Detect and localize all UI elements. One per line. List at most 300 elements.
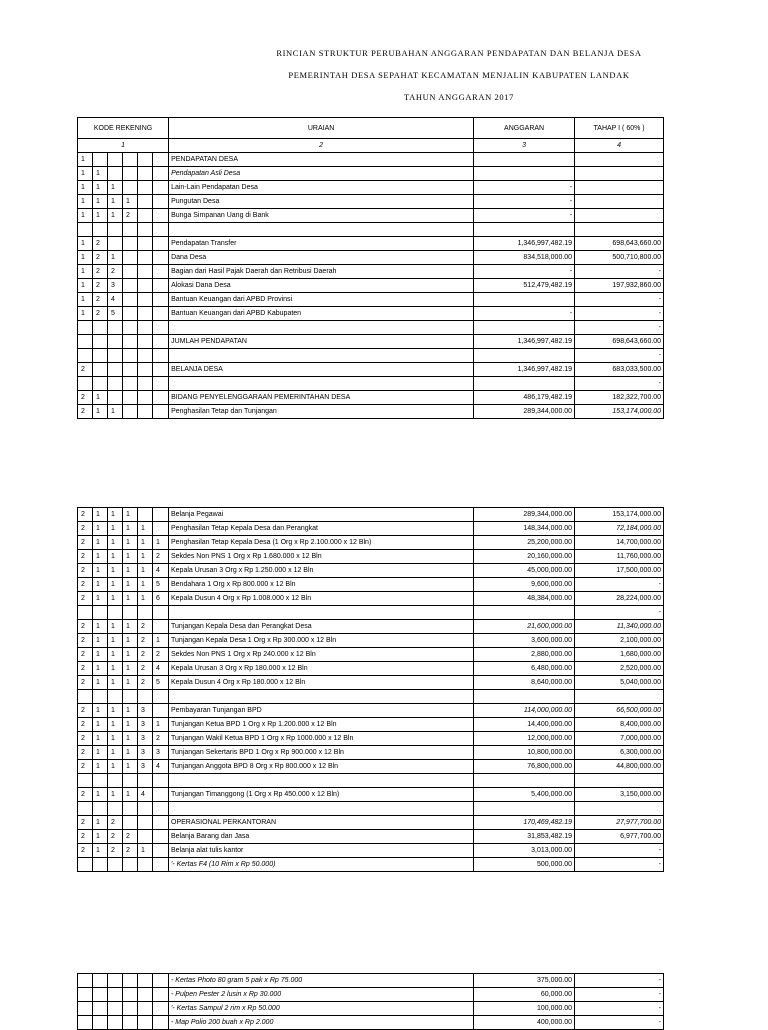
kode-cell <box>123 988 138 1002</box>
kode-cell: 1 <box>93 564 108 578</box>
tahap-cell: 500,710,800.00 <box>575 251 664 265</box>
table-row <box>78 335 664 349</box>
kode-cell <box>93 1002 108 1016</box>
kode-cell <box>138 251 153 265</box>
kode-cell <box>123 690 138 704</box>
kode-cell <box>153 265 169 279</box>
uraian-cell: '- Kertas Sampul 2 rim x Rp 50.000 <box>169 1002 474 1016</box>
table-row <box>78 321 664 335</box>
kode-cell: 1 <box>123 564 138 578</box>
anggaran-cell: 8,640,000.00 <box>474 676 575 690</box>
kode-cell: 2 <box>108 816 123 830</box>
kode-cell: 1 <box>78 265 93 279</box>
tahap-cell: 6,977,700.00 <box>575 830 664 844</box>
kode-cell: 1 <box>93 522 108 536</box>
kode-cell <box>138 195 153 209</box>
kode-cell <box>153 774 169 788</box>
tahap-cell: 11,760,000.00 <box>575 550 664 564</box>
tahap-cell: 6,300,000.00 <box>575 746 664 760</box>
anggaran-cell: 9,600,000.00 <box>474 578 575 592</box>
uraian-cell: Belanja Pegawai <box>169 508 474 522</box>
uraian-cell: Kepala Urusan 3 Org x Rp 180.000 x 12 Bln <box>169 662 474 676</box>
kode-cell: 1 <box>108 718 123 732</box>
anggaran-cell: - <box>474 265 575 279</box>
anggaran-cell: 834,518,000.00 <box>474 251 575 265</box>
anggaran-cell <box>474 167 575 181</box>
kode-cell: 2 <box>93 237 108 251</box>
table-row <box>78 802 664 816</box>
anggaran-cell: 100,000.00 <box>474 1002 575 1016</box>
tahap-cell: - <box>575 377 664 391</box>
kode-cell: 1 <box>123 662 138 676</box>
tahap-cell: 44,800,000.00 <box>575 760 664 774</box>
table-row <box>78 363 664 377</box>
kode-cell <box>138 363 153 377</box>
kode-cell <box>78 690 93 704</box>
kode-cell: 2 <box>78 592 93 606</box>
table-row <box>78 774 664 788</box>
kode-cell: 3 <box>138 760 153 774</box>
kode-cell <box>153 153 169 167</box>
kode-cell: 1 <box>108 522 123 536</box>
anggaran-cell: - <box>474 307 575 321</box>
kode-cell <box>93 858 108 872</box>
tahap-cell: 698,643,660.00 <box>575 237 664 251</box>
kode-cell: 2 <box>78 620 93 634</box>
kode-cell <box>93 363 108 377</box>
kode-cell: 2 <box>138 662 153 676</box>
kode-cell <box>153 335 169 349</box>
kode-cell <box>93 690 108 704</box>
kode-cell: 4 <box>153 564 169 578</box>
kode-cell: 1 <box>93 844 108 858</box>
anggaran-cell: 289,344,000.00 <box>474 405 575 419</box>
kode-cell <box>138 830 153 844</box>
kode-cell: 1 <box>93 181 108 195</box>
uraian-cell: Bantuan Keuangan dari APBD Kabupaten <box>169 307 474 321</box>
uraian-cell: Bunga Simpanan Uang di Bank <box>169 209 474 223</box>
budget-table-page-3 <box>77 973 664 1030</box>
table-row <box>78 816 664 830</box>
table-row <box>78 704 664 718</box>
table-body <box>78 153 664 419</box>
kode-cell: 1 <box>108 181 123 195</box>
kode-cell <box>108 349 123 363</box>
kode-cell <box>153 167 169 181</box>
kode-cell: 2 <box>93 265 108 279</box>
kode-cell <box>78 321 93 335</box>
kode-cell <box>123 251 138 265</box>
kode-cell: 2 <box>108 844 123 858</box>
kode-cell <box>138 405 153 419</box>
kode-cell <box>138 279 153 293</box>
kode-cell <box>153 391 169 405</box>
table-row <box>78 153 664 167</box>
kode-cell <box>153 802 169 816</box>
kode-cell: 1 <box>153 536 169 550</box>
kode-cell <box>93 349 108 363</box>
kode-cell: 1 <box>123 508 138 522</box>
kode-cell: 1 <box>123 592 138 606</box>
anggaran-cell: - <box>474 209 575 223</box>
anggaran-cell: 1,346,997,482.19 <box>474 237 575 251</box>
kode-cell <box>93 774 108 788</box>
header-row <box>78 118 664 139</box>
kode-cell: 1 <box>93 760 108 774</box>
table-row <box>78 508 664 522</box>
kode-cell: 2 <box>78 746 93 760</box>
kode-cell: 1 <box>123 788 138 802</box>
table-row <box>78 988 664 1002</box>
kode-cell <box>138 223 153 237</box>
kode-cell <box>108 223 123 237</box>
kode-cell: 1 <box>108 648 123 662</box>
kode-cell: 1 <box>93 405 108 419</box>
tahap-cell: - <box>575 974 664 988</box>
table-row <box>78 746 664 760</box>
kode-cell <box>108 377 123 391</box>
uraian-cell: Dana Desa <box>169 251 474 265</box>
kode-cell: 1 <box>93 648 108 662</box>
kode-cell <box>78 377 93 391</box>
uraian-cell: Bendahara 1 Org x Rp 800.000 x 12 Bln <box>169 578 474 592</box>
uraian-cell: JUMLAH PENDAPATAN <box>169 335 474 349</box>
tahap-cell: - <box>575 265 664 279</box>
kode-cell: 1 <box>108 704 123 718</box>
anggaran-cell <box>474 293 575 307</box>
kode-cell <box>123 321 138 335</box>
kode-cell: 1 <box>123 760 138 774</box>
kode-cell: 1 <box>108 578 123 592</box>
kode-cell: 2 <box>78 732 93 746</box>
kode-cell <box>138 391 153 405</box>
tahap-cell: - <box>575 1016 664 1030</box>
table-row <box>78 536 664 550</box>
kode-cell <box>153 830 169 844</box>
kode-cell <box>78 974 93 988</box>
uraian-cell: BIDANG PENYELENGGARAAN PEMERINTAHAN DESA <box>169 391 474 405</box>
kode-cell <box>123 1002 138 1016</box>
kode-cell <box>153 606 169 620</box>
tahap-cell: 27,977,700.00 <box>575 816 664 830</box>
kode-cell: 2 <box>78 662 93 676</box>
kode-cell <box>78 335 93 349</box>
kode-cell <box>108 988 123 1002</box>
anggaran-cell: 76,800,000.00 <box>474 760 575 774</box>
kode-cell <box>138 816 153 830</box>
kode-cell <box>138 774 153 788</box>
kode-cell <box>93 377 108 391</box>
kode-cell <box>123 974 138 988</box>
title-line-3: TAHUN ANGGARAN 2017 <box>404 92 514 102</box>
uraian-cell <box>169 223 474 237</box>
tahap-cell: 182,322,700.00 <box>575 391 664 405</box>
uraian-cell: Tunjangan Sekertaris BPD 1 Org x Rp 900.000 x 12 Bln <box>169 746 474 760</box>
kode-cell <box>153 1016 169 1030</box>
uraian-cell: OPERASIONAL PERKANTORAN <box>169 816 474 830</box>
kode-cell: 1 <box>93 718 108 732</box>
kode-cell <box>108 391 123 405</box>
kode-cell: 1 <box>123 634 138 648</box>
tahap-cell: 8,400,000.00 <box>575 718 664 732</box>
tahap-cell: - <box>575 578 664 592</box>
kode-cell <box>123 307 138 321</box>
kode-cell <box>138 802 153 816</box>
table-row <box>78 349 664 363</box>
anggaran-cell: 6,480,000.00 <box>474 662 575 676</box>
kode-cell <box>108 774 123 788</box>
anggaran-cell: 10,800,000.00 <box>474 746 575 760</box>
uraian-cell <box>169 802 474 816</box>
kode-cell: 3 <box>138 746 153 760</box>
kode-cell: 1 <box>123 578 138 592</box>
kode-cell <box>108 974 123 988</box>
kode-cell <box>153 195 169 209</box>
kode-cell: 1 <box>93 816 108 830</box>
kode-cell: 1 <box>123 522 138 536</box>
kode-cell: 2 <box>78 816 93 830</box>
uraian-cell: Belanja Barang dan Jasa <box>169 830 474 844</box>
title-line-2: PEMERINTAH DESA SEPAHAT KECAMATAN MENJALIN KABUPATEN LANDAK <box>288 70 630 80</box>
kode-cell: 1 <box>138 844 153 858</box>
kode-cell: 2 <box>93 307 108 321</box>
uraian-cell: Penghasilan Tetap Kepala Desa (1 Org x Rp 2.100.000 x 12 Bln) <box>169 536 474 550</box>
kode-cell <box>123 265 138 279</box>
kode-cell: 1 <box>108 662 123 676</box>
kode-cell: 1 <box>123 746 138 760</box>
kode-cell <box>78 988 93 1002</box>
kode-cell: 2 <box>78 405 93 419</box>
uraian-cell: Tunjangan Wakil Ketua BPD 1 Org x Rp 1000.000 x 12 Bln <box>169 732 474 746</box>
kode-cell <box>138 606 153 620</box>
kode-cell <box>153 690 169 704</box>
kode-cell <box>123 363 138 377</box>
uraian-cell: '- Kertas F4 (10 Rim x Rp 50.000) <box>169 858 474 872</box>
kode-cell <box>138 335 153 349</box>
uraian-cell <box>169 774 474 788</box>
table-row <box>78 391 664 405</box>
kode-cell <box>123 335 138 349</box>
kode-cell: 2 <box>78 508 93 522</box>
tahap-cell <box>575 167 664 181</box>
kode-cell: 1 <box>138 564 153 578</box>
kode-cell: 2 <box>78 830 93 844</box>
header-tahap: TAHAP I ( 60% ) <box>575 118 664 139</box>
kode-cell: 2 <box>78 788 93 802</box>
table-body <box>78 508 664 872</box>
kode-cell <box>153 788 169 802</box>
tahap-cell: 698,643,660.00 <box>575 335 664 349</box>
kode-cell <box>153 816 169 830</box>
table-row <box>78 830 664 844</box>
kode-cell <box>138 293 153 307</box>
table-row <box>78 405 664 419</box>
tahap-cell: - <box>575 844 664 858</box>
kode-cell <box>78 349 93 363</box>
kode-cell: 1 <box>78 167 93 181</box>
kode-cell <box>153 181 169 195</box>
kode-cell <box>153 293 169 307</box>
tahap-cell: - <box>575 321 664 335</box>
column-index-row: 1 2 3 4 <box>78 139 664 153</box>
uraian-cell: Kepala Urusan 3 Org x Rp 1.250.000 x 12 Bln <box>169 564 474 578</box>
kode-cell <box>153 858 169 872</box>
kode-cell: 1 <box>108 732 123 746</box>
table-row <box>78 195 664 209</box>
kode-cell: 1 <box>123 648 138 662</box>
kode-cell <box>138 1002 153 1016</box>
table-row <box>78 620 664 634</box>
table-row <box>78 634 664 648</box>
kode-cell <box>108 237 123 251</box>
tahap-cell: 14,700,000.00 <box>575 536 664 550</box>
header-kode: KODE REKENING <box>78 118 169 139</box>
tahap-cell <box>575 209 664 223</box>
kode-cell: 1 <box>138 522 153 536</box>
anggaran-cell: 21,600,000.00 <box>474 620 575 634</box>
kode-cell <box>123 237 138 251</box>
kode-cell: 2 <box>93 279 108 293</box>
kode-cell <box>108 690 123 704</box>
table-row <box>78 1016 664 1030</box>
kode-cell: 1 <box>123 536 138 550</box>
kode-cell: 5 <box>153 578 169 592</box>
tahap-cell: 3,150,000.00 <box>575 788 664 802</box>
kode-cell <box>153 237 169 251</box>
kode-cell <box>138 1016 153 1030</box>
table-row <box>78 265 664 279</box>
tahap-cell: 72,184,000.00 <box>575 522 664 536</box>
kode-cell: 2 <box>153 648 169 662</box>
kode-cell <box>123 279 138 293</box>
kode-cell <box>123 153 138 167</box>
kode-cell: 1 <box>78 237 93 251</box>
kode-cell: 1 <box>123 732 138 746</box>
tahap-cell <box>575 195 664 209</box>
kode-cell <box>78 774 93 788</box>
uraian-cell: Pembayaran Tunjangan BPD <box>169 704 474 718</box>
kode-cell: 1 <box>78 195 93 209</box>
kode-cell: 1 <box>78 251 93 265</box>
kode-cell: 2 <box>78 536 93 550</box>
kode-cell: 1 <box>108 209 123 223</box>
kode-cell: 1 <box>78 181 93 195</box>
kode-cell: 1 <box>78 153 93 167</box>
anggaran-cell: 14,400,000.00 <box>474 718 575 732</box>
kode-cell: 1 <box>93 662 108 676</box>
table-row <box>78 648 664 662</box>
anggaran-cell: 1,346,997,482.19 <box>474 335 575 349</box>
uraian-cell: Bagian dari Hasil Pajak Daerah dan Retribusi Daerah <box>169 265 474 279</box>
uraian-cell: Kepala Dusun 4 Org x Rp 1.008.000 x 12 Bln <box>169 592 474 606</box>
uraian-cell: Tunjangan Kepala Desa 1 Org x Rp 300.000 x 12 Bln <box>169 634 474 648</box>
table-row <box>78 732 664 746</box>
kode-cell <box>123 606 138 620</box>
kode-cell: 1 <box>123 195 138 209</box>
kode-cell: 1 <box>93 676 108 690</box>
kode-cell <box>93 974 108 988</box>
kode-cell <box>78 223 93 237</box>
kode-cell <box>108 858 123 872</box>
kode-cell: 1 <box>93 704 108 718</box>
table-body <box>78 974 664 1030</box>
kode-cell <box>93 1016 108 1030</box>
kode-cell: 1 <box>93 732 108 746</box>
kode-cell <box>123 1016 138 1030</box>
kode-cell: 2 <box>153 732 169 746</box>
table-row <box>78 592 664 606</box>
document-title <box>0 42 768 108</box>
uraian-cell <box>169 606 474 620</box>
anggaran-cell: 114,000,000.00 <box>474 704 575 718</box>
kode-cell <box>153 405 169 419</box>
anggaran-cell: 3,600,000.00 <box>474 634 575 648</box>
table-row <box>78 550 664 564</box>
kode-cell: 1 <box>78 209 93 223</box>
table-row <box>78 237 664 251</box>
tahap-cell: 5,040,000.00 <box>575 676 664 690</box>
kode-cell <box>153 844 169 858</box>
kode-cell <box>153 620 169 634</box>
kode-cell <box>78 1002 93 1016</box>
kode-cell <box>153 251 169 265</box>
kode-cell: 4 <box>153 662 169 676</box>
tahap-cell: 17,500,000.00 <box>575 564 664 578</box>
kode-cell: 1 <box>93 167 108 181</box>
uraian-cell: Lain-Lain Pendapatan Desa <box>169 181 474 195</box>
kode-cell <box>138 237 153 251</box>
table-row <box>78 760 664 774</box>
kode-cell <box>153 522 169 536</box>
kode-cell: 1 <box>108 536 123 550</box>
uraian-cell: Pungutan Desa <box>169 195 474 209</box>
tahap-cell: - <box>575 988 664 1002</box>
kode-cell: 1 <box>138 578 153 592</box>
kode-cell: 4 <box>138 788 153 802</box>
tahap-cell: 153,174,000.00 <box>575 405 664 419</box>
anggaran-cell: 20,160,000.00 <box>474 550 575 564</box>
uraian-cell: PENDAPATAN DESA <box>169 153 474 167</box>
table-row <box>78 564 664 578</box>
kode-cell <box>108 1016 123 1030</box>
kode-cell: 1 <box>123 620 138 634</box>
kode-cell: 3 <box>138 732 153 746</box>
kode-cell: 1 <box>108 564 123 578</box>
kode-cell: 6 <box>153 592 169 606</box>
anggaran-cell: 60,000.00 <box>474 988 575 1002</box>
kode-cell <box>153 349 169 363</box>
kode-cell: 2 <box>123 844 138 858</box>
kode-cell: 1 <box>93 550 108 564</box>
anggaran-cell: 12,000,000.00 <box>474 732 575 746</box>
kode-cell: 3 <box>138 718 153 732</box>
uraian-cell: Alokasi Dana Desa <box>169 279 474 293</box>
kode-cell: 1 <box>108 746 123 760</box>
kode-cell: 1 <box>93 578 108 592</box>
kode-cell: 1 <box>93 746 108 760</box>
kode-cell <box>123 181 138 195</box>
kode-cell <box>153 363 169 377</box>
kode-cell <box>153 279 169 293</box>
kode-cell: 1 <box>93 508 108 522</box>
kode-cell <box>93 988 108 1002</box>
kode-cell: 1 <box>108 195 123 209</box>
table-row <box>78 307 664 321</box>
uraian-cell: Pendapatan Asli Desa <box>169 167 474 181</box>
kode-cell: 2 <box>153 550 169 564</box>
kode-cell <box>123 293 138 307</box>
uraian-cell: BELANJA DESA <box>169 363 474 377</box>
